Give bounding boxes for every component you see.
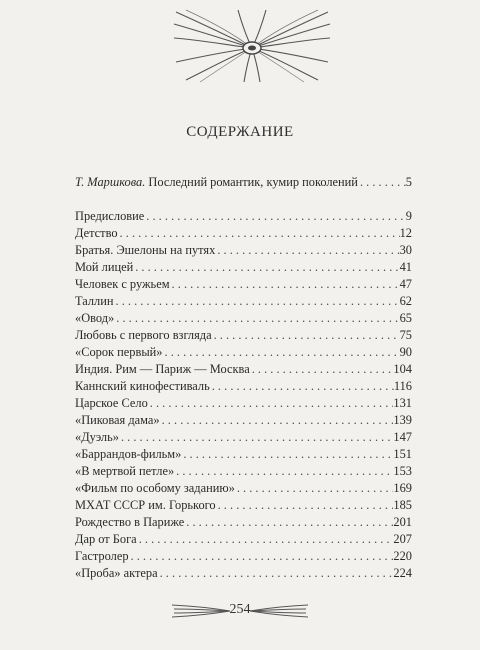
leader-dots bbox=[163, 344, 400, 361]
toc-entry-title: «Овод» bbox=[75, 311, 115, 325]
toc-entry-title: Дар от Бога bbox=[75, 532, 137, 546]
toc-entry bbox=[75, 548, 412, 565]
toc-intro-author: Т. Маршкова. bbox=[75, 175, 146, 189]
toc-entry-page: 75 bbox=[399, 328, 412, 342]
leader-dots bbox=[148, 395, 394, 412]
toc-entry-page: 147 bbox=[393, 430, 412, 444]
toc-intro-text bbox=[75, 174, 358, 191]
toc-entry bbox=[75, 242, 412, 259]
toc-entry-page: 30 bbox=[399, 243, 412, 257]
leader-dots bbox=[129, 548, 394, 565]
toc-entry bbox=[75, 378, 412, 395]
leader-dots bbox=[114, 310, 399, 327]
toc-entry bbox=[75, 225, 412, 242]
toc-entry-page: 220 bbox=[393, 549, 412, 563]
toc-entry-page: 62 bbox=[399, 294, 412, 308]
leader-dots bbox=[358, 174, 406, 191]
toc-entry-page: 41 bbox=[399, 260, 412, 274]
toc-entry-page: 47 bbox=[399, 277, 412, 291]
leader-dots bbox=[118, 225, 400, 242]
toc-entry-title: Мой лицей bbox=[75, 260, 134, 274]
toc-entry-page: 65 bbox=[399, 311, 412, 325]
toc-entry-title: Детство bbox=[75, 226, 118, 240]
table-of-contents bbox=[75, 174, 412, 582]
leader-dots bbox=[235, 480, 394, 497]
leader-dots bbox=[212, 327, 400, 344]
toc-entry bbox=[75, 412, 412, 429]
toc-entry-page: 139 bbox=[393, 413, 412, 427]
toc-entry-title: Царское Село bbox=[75, 396, 148, 410]
toc-entries bbox=[75, 208, 412, 582]
toc-entry-page: 131 bbox=[393, 396, 412, 410]
toc-entry-page: 151 bbox=[393, 447, 412, 461]
leader-dots bbox=[133, 259, 399, 276]
toc-entry-page: 12 bbox=[399, 226, 412, 240]
top-ornament-icon bbox=[172, 8, 332, 84]
toc-entry bbox=[75, 344, 412, 361]
toc-entry-title: Каннский кинофестиваль bbox=[75, 379, 210, 393]
toc-intro-title: Последний романтик, кумир поколений bbox=[145, 175, 358, 189]
toc-intro-entry bbox=[75, 174, 412, 191]
toc-entry-title: МХАТ СССР им. Горького bbox=[75, 498, 216, 512]
toc-entry-title: «Дуэль» bbox=[75, 430, 119, 444]
toc-entry-title: Рождество в Париже bbox=[75, 515, 185, 529]
toc-entry bbox=[75, 361, 412, 378]
toc-entry bbox=[75, 276, 412, 293]
toc-entry-title: «Фильм по особому заданию» bbox=[75, 481, 235, 495]
leader-dots bbox=[174, 463, 393, 480]
toc-entry bbox=[75, 395, 412, 412]
toc-entry bbox=[75, 259, 412, 276]
toc-entry-title: «Сорок первый» bbox=[75, 345, 163, 359]
page-number: 254 bbox=[229, 602, 251, 617]
toc-entry bbox=[75, 480, 412, 497]
toc-intro-page: 5 bbox=[405, 175, 412, 189]
toc-entry-page: 90 bbox=[399, 345, 412, 359]
toc-entry-title: Любовь с первого взгляда bbox=[75, 328, 212, 342]
leader-dots bbox=[181, 446, 393, 463]
toc-entry-title: «В мертвой петле» bbox=[75, 464, 175, 478]
leader-dots bbox=[137, 531, 394, 548]
toc-entry-title: Человек с ружьем bbox=[75, 277, 170, 291]
toc-entry bbox=[75, 208, 412, 225]
leader-dots bbox=[158, 565, 394, 582]
toc-entry bbox=[75, 310, 412, 327]
toc-entry-page: 169 bbox=[393, 481, 412, 495]
toc-entry bbox=[75, 429, 412, 446]
toc-entry bbox=[75, 531, 412, 548]
toc-entry-page: 9 bbox=[405, 209, 412, 223]
toc-entry bbox=[75, 514, 412, 531]
toc-entry-title: Таллин bbox=[75, 294, 114, 308]
leader-dots bbox=[114, 293, 400, 310]
toc-entry-title: Гастролер bbox=[75, 549, 129, 563]
toc-entry-page: 185 bbox=[393, 498, 412, 512]
toc-entry-title: Индия. Рим — Париж — Москва bbox=[75, 362, 250, 376]
toc-entry-title: «Баррандов-фильм» bbox=[75, 447, 182, 461]
toc-entry bbox=[75, 293, 412, 310]
leader-dots bbox=[170, 276, 400, 293]
leader-dots bbox=[250, 361, 394, 378]
toc-entry-page: 224 bbox=[393, 566, 412, 580]
toc-entry bbox=[75, 463, 412, 480]
toc-entry bbox=[75, 446, 412, 463]
toc-entry-title: «Проба» актера bbox=[75, 566, 158, 580]
toc-entry-title: «Пиковая дама» bbox=[75, 413, 160, 427]
leader-dots bbox=[210, 378, 394, 395]
toc-entry-page: 116 bbox=[393, 379, 412, 393]
toc-entry bbox=[75, 497, 412, 514]
toc-entry-page: 201 bbox=[393, 515, 412, 529]
toc-entry-title: Братья. Эшелоны на путях bbox=[75, 243, 216, 257]
leader-dots bbox=[119, 429, 393, 446]
page-title: СОДЕРЖАНИЕ bbox=[186, 124, 294, 140]
toc-entry bbox=[75, 565, 412, 582]
leader-dots bbox=[216, 497, 394, 514]
leader-dots bbox=[215, 242, 399, 259]
leader-dots bbox=[184, 514, 393, 531]
toc-entry-title: Предисловие bbox=[75, 209, 145, 223]
page-footer bbox=[0, 600, 480, 622]
toc-entry-page: 104 bbox=[393, 362, 412, 376]
leader-dots bbox=[144, 208, 406, 225]
toc-entry bbox=[75, 327, 412, 344]
toc-entry-page: 207 bbox=[393, 532, 412, 546]
footer-right-ornament-icon bbox=[250, 604, 308, 618]
leader-dots bbox=[160, 412, 394, 429]
toc-entry-page: 153 bbox=[393, 464, 412, 478]
